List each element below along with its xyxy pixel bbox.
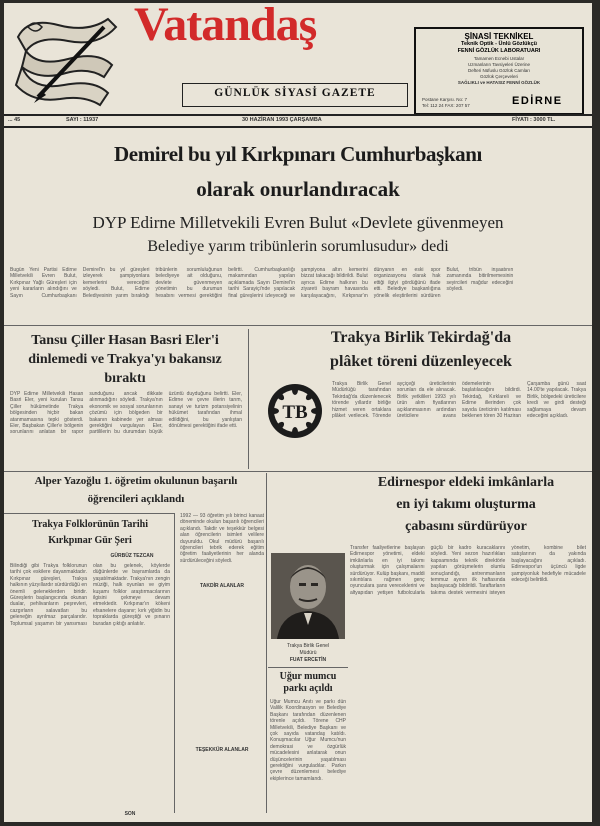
advert-body-line: SAĞLIKLI ve HATASIZ FENNİ GÖZLÜK: [457, 80, 541, 85]
advert-body-line: Tamamen Ecnebi Ustalar: [473, 56, 525, 61]
column-rule: [174, 513, 175, 813]
folklore-byline: GÜRBÜZ TEZCAN: [110, 553, 154, 559]
main-headline-line-2: olarak onurlandıracak: [196, 177, 400, 201]
advert-line-1: Teknik Optik - Ünlü Gözlükçü: [461, 41, 537, 47]
ciller-headline: Tansu Çiller Hasan Basri Eler'i dinlemedi ve Trakya'yı bakansız bıraktı: [28, 333, 222, 386]
photo-caption-name: FUAT ERCETİN: [289, 657, 327, 663]
photo-caption-line-1: Trakya Birlik Genel: [286, 643, 330, 649]
newspaper-tagline: GÜNLÜK SİYASİ GAZETE: [214, 87, 376, 99]
issue-date: 30 HAZİRAN 1993 ÇARŞAMBA: [242, 117, 322, 123]
main-subheadline-line-1: DYP Edirne Milletvekili Evren Bulut «Devlete güvenmeyen: [92, 213, 504, 232]
folklore-end-mark: SON: [124, 811, 136, 817]
alper-list-placeholder: [180, 593, 264, 743]
folklore-headline-line-2: Kırkpınar Gür Şeri: [48, 535, 132, 546]
advert-city: EDİRNE: [512, 95, 563, 107]
volume-number: ... 45: [8, 117, 21, 123]
alper-headline-line-1: Alper Yazoğlu 1. öğretim okulunun başarılı: [34, 475, 238, 487]
advert-body-line: Gözlük Çerçeveleri: [479, 74, 518, 79]
folklore-story-body: Bilindiği gibi Trakya folklorunun tarihi çok eskilere dayanmaktadır. Kırkpınar güreşleri, Trakya halkının yüzyıllardır sürdürdüğü en önemli geleneklerden biridir. Güreşlerin başlangıcında okunan dualar, pehlivanların peşrevleri, cazgırların salavatları bu geleneğin ayrılmaz parçalarıdır. Toplumsal yaşamın bir yansıması olan bu gelenek, köylerde düğünlerde ve bayramlarda da yaşatılmaktadır. Trakya'nın zengin müziği, halk oyunları ve giyim kuşamı folklor araştırmacılarının ilgisini çekmeye devam etmektedir. Kırkpınar'ın kökeni efsanelere dayanır; kırk yiğidin bu topraklarda güreştiği ve pınarın buradan çıktığı anlatılır.: [10, 563, 170, 627]
alper-list-title: TAKDİR ALANLAR: [200, 583, 244, 589]
section-rule: [4, 325, 592, 326]
edirnespor-headline-line-2: en iyi takımı oluşturma: [396, 497, 536, 512]
main-story-body: Bugün Yeni Partisi Edirne Milletvekili Evren Bulut, Kırkpınar Yağlı Güreşleri için yeni kararların alındığını ve Sayın Cumhurbaşkanı Demirel'in bu yıl güreşleri izleyerek şampiyonlara kemerlerini vereceğini söyledi. Bulut, Edirne Belediyesinin yarım bıraktığı tribünlerin sorumluluğunun belediyeye ait olduğunu, devlete güvenmeyen yönetimin bu durumun hesabını vermesi gerektiğini belirtti. Cumhurbaşkanlığı makamından yapılan açıklamada Sayın Demirel'in tarihi Sarayiçi'nde yapılacak final güreşlerini izleyeceği ve şampiyona altın kemerini bizzat takacağı bildirildi. Bulut ayrıca Edirne halkının bu ziyareti bayram havasında karşılayacağını, Kırkpınar'ın dünyanın en eski spor organizasyonu olarak hak ettiği ilgiyi gördüğünü ifade etti. Belediye başkanlığına yönelik eleştirilerini sürdüren Bulut, tribün inşaatının zamanında bitirilmemesinin seyircileri mağdur edeceğini söyledi.: [10, 267, 514, 299]
svg-text:TB: TB: [282, 402, 308, 423]
fuat-ercetin-portrait: [271, 553, 345, 639]
trakya-birlik-headline-line-2: plâket töreni düzenleyecek: [330, 353, 512, 370]
section-rule: [268, 667, 348, 668]
advert-body-line: Defteri Nüfuslu Gözlük Camları: [467, 68, 531, 73]
ugur-park-body: Uğur Mumcu Anıtı ve parkı dün Valilik Koordinasyon ve Belediye Başkanı tarafından düzenlenen törenle açıldı. Törene CHP Milletvekili, Belediye Başkanı ve çok sayıda vatandaş katıldı. Konuşmacılar Uğur Mumcu'nun demokrasi ve özgürlük mücadelesini anlatarak onun düşüncelerinin yaşatılması gerektiğini vurguladılar. Parkın çevre düzenlemesi belediye ekiplerince tamamlandı.: [270, 699, 346, 782]
advert-body-line: Uzmanların Tavsiyeleri Üzerine: [468, 62, 530, 67]
issue-price: FİYATI : 3000 TL.: [512, 117, 556, 123]
edirnespor-story-body: Transfer faaliyetlerine başlayan Edirnespor yönetimi, eldeki imkânlarla en iyi takımı oluşturmak için çalışmalarını sürdürüyor. Kulüp başkanı, maddi sıkıntılara rağmen genç oyunculara şans vereceklerini ve altyapıdan yetişen futbolcularla güçlü bir kadro kuracaklarını söyledi. Yeni sezon hazırlıkları kapsamında teknik direktörle yapılan görüşmelerin olumlu sonuçlandığı, antrenmanların temmuz ayının ilk haftasında başlayacağı bildirildi. Taraftarların takıma destek vermesini isteyen yönetim, kombine bilet satışlarının da yakında başlayacağını açıkladı. Edirnespor'un üçüncü ligde şampiyonluk hedefiyle mücadele edeceği belirtildi.: [350, 545, 586, 596]
alper-list-title-2: TEŞEKKÜR ALANLAR: [195, 747, 249, 753]
newspaper-page: [4, 3, 592, 822]
ciller-story-body: DYP Edirne Milletvekili Hasan Basri Eler, yeni kurulan Tansu Çiller hükümetinde Trakya bölgesinden hiçbir bakan atanmamasına tepki gösterdi. Eler, Başbakan Çiller'e bölgenin sorunlarını anlatan bir rapor sunduğunu ancak dikkate alınmadığını söyledi. Trakya'nın ekonomik ve sosyal sorunlarının çözümü için bölgeden bir bakanın kabinede yer alması gerektiğini vurgulayan Eler, partililerin bu durumdan büyük üzüntü duyduğunu belirtti. Eler, Edirne ve çevre illerin tarım, sanayi ve turizm potansiyelinin hükümet tarafından ihmal edildiğini, bu yanlıştan dönülmesi gerektiğini ifade etti.: [10, 391, 242, 436]
info-rule: [4, 126, 592, 128]
trakya-birlik-seal: [266, 382, 324, 440]
alper-headline-line-2: öğrencileri açıklandı: [87, 493, 185, 505]
advert-contact: Postane Karşısı. No: 7 Tel: 112 24 FAX: 207 57: [422, 97, 470, 108]
newspaper-brand: Vatandaş: [134, 3, 317, 51]
main-subheadline-line-2: Belediye yarım tribünlerin sorumlusudur» dedi: [147, 238, 449, 255]
scroll-and-pen-illustration: [8, 7, 126, 111]
alper-story-body: 1992 — 93 öğretim yılı birinci kanaat döneminde okulun başarılı öğrencileri açıklandı. Takdir ve teşekkür belgesi alan öğrencilerin isimleri velilere duyuruldu. Okul müdürü başarılı öğrencileri tebrik ederek eğitim öğretim faaliyetlerinin her alanda sürdürüleceğini söyledi.: [180, 513, 264, 564]
issue-number: SAYI : 11937: [66, 117, 99, 123]
edirnespor-headline-line-1: Edirnespor eldeki imkânlarla: [377, 475, 555, 490]
section-rule: [4, 513, 174, 514]
trakya-birlik-body: Trakya Birlik Genel Müdürlüğü tarafından Tekirdağ'da düzenlenecek törende yıllardır birliğe hizmet veren ortaklara plâket verilecek. Törende ayçiçeği üreticilerinin sorunları da ele alınacak. Birlik yetkilileri 1993 yılı ürün alım fiyatlarının açıklanmasının ardından üreticilere avans ödemelerinin başlatılacağını bildirdi. Tekirdağ, Kırklareli ve Edirne illerinden çok sayıda üreticinin katılması beklenen tören 30 Haziran Çarşamba günü saat 14.00'te yapılacak. Trakya Birlik, bölgedeki üreticilere kredi ve girdi desteği sağlamaya devam edeceğini açıkladı.: [332, 381, 586, 420]
ugur-park-headline: Uğur mumcu parkı açıldı: [279, 671, 337, 694]
section-rule: [4, 471, 592, 472]
masthead-rule: [4, 114, 592, 116]
photo-caption-line-2: Müdürü: [299, 650, 317, 656]
advert-line-2: FENNİ GÖZLÜK LABORATUARI: [457, 48, 541, 54]
folklore-headline-line-1: Trakya Folklorünün Tarihi: [32, 519, 148, 530]
advert-title: ŞİNASİ TEKNİKEL: [464, 32, 534, 41]
optician-advert: [414, 27, 584, 115]
main-headline-line-1: Demirel bu yıl Kırkpınarı Cumhurbaşkanı: [114, 142, 482, 166]
edirnespor-headline-line-3: çabasını sürdürüyor: [405, 519, 527, 534]
column-rule: [248, 329, 249, 469]
trakya-birlik-headline-line-1: Trakya Birlik Tekirdağ'da: [330, 329, 512, 346]
